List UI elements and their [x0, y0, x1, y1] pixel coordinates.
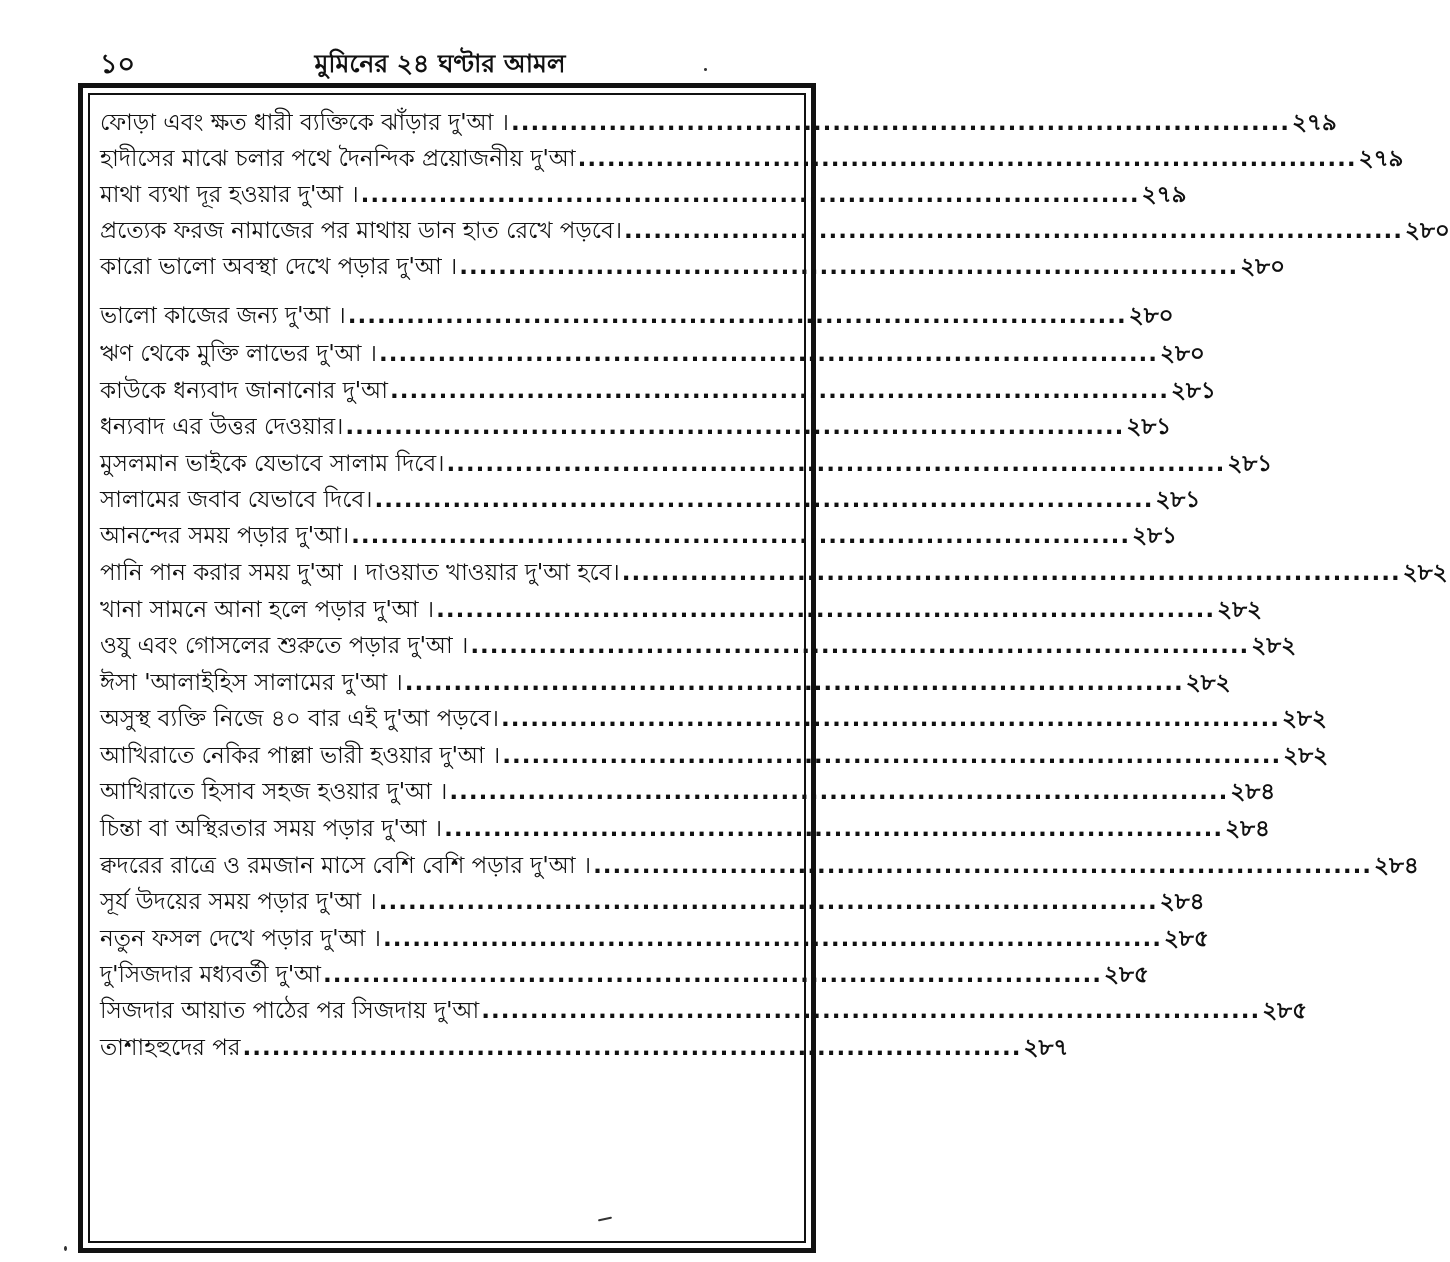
toc-entry-page: ২৮১: [1155, 487, 1201, 513]
toc-entry: [100, 552, 1448, 588]
toc-entry-title: দু'সিজদার মধ্যবর্তী দু'আ: [100, 962, 321, 988]
toc-entry-title: ঈসা 'আলাইহিস সালামের দু'আ ।: [100, 670, 403, 696]
toc-entry-page: ২৮২: [1402, 560, 1448, 586]
toc-entry-title: সিজদার আয়াত পাঠের পর সিজদায় দু'আ: [100, 998, 480, 1024]
toc-dot-leader: ................................................................................: [449, 779, 1229, 805]
toc-entry-title: ক্বদরের রাত্রে ও রমজান মাসে বেশি বেশি পড়ার দু'আ ।: [100, 853, 592, 879]
toc-entry: [100, 295, 1174, 331]
toc-entry-title: অসুস্থ ব্যক্তি নিজে ৪০ বার এই দু'আ পড়বে।: [100, 706, 500, 732]
toc-dot-leader: ................................................................................: [624, 218, 1404, 244]
toc-entry-page: ২৭৯: [1141, 182, 1187, 208]
toc-entry-page: ২৮২: [1283, 743, 1329, 769]
page-number: ১০: [100, 49, 136, 80]
toc-dot-leader: ................................................................................: [382, 926, 1162, 952]
toc-dot-leader: ................................................................................: [389, 378, 1169, 404]
toc-entry: [100, 370, 1216, 406]
toc-entry: [100, 771, 1276, 807]
toc-entry: [100, 881, 1205, 917]
toc-entry-title: খানা সামনে আনা হলে পড়ার দু'আ ।: [100, 597, 435, 623]
toc-entry-page: ২৮৪: [1374, 853, 1419, 879]
toc-entry-page: ২৮২: [1251, 633, 1297, 659]
toc-entry-title: তাশাহহুদের পর: [100, 1035, 241, 1061]
toc-dot-leader: ................................................................................: [502, 743, 1282, 769]
toc-entry-page: ২৭৯: [1358, 146, 1404, 172]
toc-entry-page: ২৮৪: [1159, 889, 1205, 915]
toc-entry: [100, 808, 1270, 844]
toc-entry-title: প্রত্যেক ফরজ নামাজের পর মাথায় ডান হাত রেখে পড়বে।: [100, 218, 623, 244]
toc-entry-page: ২৮৪: [1230, 779, 1276, 805]
toc-entry: [100, 333, 1205, 369]
toc-entry-title: আখিরাতে নেকির পাল্লা ভারী হওয়ার দু'আ ।: [100, 743, 501, 769]
toc-entry-title: হাদীসের মাঝে চলার পথে দৈনন্দিক প্রয়োজনীয় দু'আ: [100, 146, 576, 172]
toc-entry-title: পানি পান করার সময় দু'আ । দাওয়াত খাওয়ার দু'আ হবে।: [100, 560, 620, 586]
toc-dot-leader: ................................................................................: [345, 414, 1125, 440]
toc-entry-page: ২৮৪: [1225, 816, 1270, 842]
toc-entry-page: ২৮২: [1282, 706, 1327, 732]
toc-entry: [100, 845, 1419, 881]
toc-entry-title: ঋণ থেকে মুক্তি লাভের দু'আ ।: [100, 341, 378, 367]
toc-entry-page: ২৮২: [1217, 597, 1262, 623]
toc-dot-leader: ................................................................................: [501, 706, 1281, 732]
toc-entry-page: ২৮১: [1132, 523, 1177, 549]
toc-entry: [100, 735, 1329, 771]
toc-dot-leader: ................................................................................: [593, 853, 1373, 879]
toc-dot-leader: ................................................................................: [481, 998, 1261, 1024]
toc-dot-leader: ................................................................................: [404, 670, 1184, 696]
toc-entry: [100, 102, 1337, 138]
toc-entry: [100, 479, 1201, 515]
toc-dot-leader: ................................................................................: [436, 597, 1216, 623]
toc-dot-leader: ................................................................................: [459, 254, 1239, 280]
toc-dot-leader: ................................................................................: [444, 816, 1224, 842]
toc-entry-title: ভালো কাজের জন্য দু'আ ।: [100, 303, 346, 329]
toc-entry: [100, 990, 1308, 1026]
toc-entry: [100, 515, 1177, 551]
toc-entry: [100, 138, 1404, 174]
toc-entry-title: কারো ভালো অবস্থা দেখে পড়ার দু'আ ।: [100, 254, 458, 280]
toc-entry: [100, 625, 1297, 661]
toc-dot-leader: ................................................................................: [360, 182, 1140, 208]
toc-entry-title: কাউকে ধন্যবাদ জানানোর দু'আ: [100, 378, 388, 404]
toc-entry-title: মুসলমান ভাইকে যেভাবে সালাম দিবে।: [100, 451, 445, 477]
toc-dot-leader: ................................................................................: [374, 487, 1154, 513]
toc-entry-title: ধন্যবাদ এর উত্তর দেওয়ার।: [100, 414, 344, 440]
toc-entry-title: চিন্তা বা অস্থিরতার সময় পড়ার দু'আ ।: [100, 816, 443, 842]
toc-entry: [100, 1027, 1069, 1063]
toc-entry: [100, 406, 1172, 442]
toc-entry-page: ২৮৭: [1023, 1035, 1069, 1061]
toc-entry-page: ২৮৫: [1262, 998, 1308, 1024]
toc-entry-page: ২৮০: [1405, 218, 1450, 244]
toc-entry-title: আনন্দের সময় পড়ার দু'আ।: [100, 523, 350, 549]
toc-entry-page: ২৮০: [1240, 254, 1286, 280]
toc-dot-leader: ................................................................................: [577, 146, 1357, 172]
toc-entry-page: ২৮১: [1227, 451, 1273, 477]
print-speck: [64, 1246, 67, 1251]
toc-entry-title: ফোড়া এবং ক্ষত ধারী ব্যক্তিকে ঝাঁড়ার দু'আ ।: [100, 110, 509, 136]
toc-dot-leader: ................................................................................: [378, 889, 1158, 915]
toc-entry-page: ২৮৫: [1103, 962, 1149, 988]
toc-entry: [100, 589, 1262, 625]
toc-entry: [100, 210, 1450, 246]
toc-entry-page: ২৭৯: [1291, 110, 1337, 136]
toc-entry: [100, 443, 1273, 479]
toc-entry-page: ২৮০: [1160, 341, 1205, 367]
toc-entry: [100, 954, 1149, 990]
toc-entry-page: ২৮২: [1185, 670, 1231, 696]
toc-dot-leader: ................................................................................: [446, 451, 1226, 477]
toc-entry-page: ২৮১: [1126, 414, 1172, 440]
toc-dot-leader: ................................................................................: [323, 962, 1102, 988]
toc-entry-page: ২৮৫: [1163, 926, 1209, 952]
toc-dot-leader: ................................................................................: [621, 560, 1401, 586]
running-title: মুমিনের ২৪ ঘণ্টার আমল: [314, 49, 566, 78]
toc-dot-leader: ................................................................................: [351, 523, 1131, 549]
toc-entry-page: ২৮১: [1170, 378, 1216, 404]
toc-dot-leader: ................................................................................: [242, 1035, 1022, 1061]
toc-entry-title: মাথা ব্যথা দূর হওয়ার দু'আ ।: [100, 182, 359, 208]
toc-entry: [100, 662, 1231, 698]
toc-dot-leader: ................................................................................: [470, 633, 1250, 659]
toc-entry-title: সূর্য উদয়ের সময় পড়ার দু'আ ।: [100, 889, 377, 915]
toc-entry: [100, 174, 1187, 210]
toc-dot-leader: ................................................................................: [347, 303, 1127, 329]
toc-entry: [100, 918, 1209, 954]
toc-entry: [100, 698, 1327, 734]
print-speck: [704, 68, 707, 71]
toc-entry-page: ২৮০: [1128, 303, 1174, 329]
toc-entry-title: ওযু এবং গোসলের শুরুতে পড়ার দু'আ ।: [100, 633, 469, 659]
toc-dot-leader: ................................................................................: [510, 110, 1290, 136]
toc-entry-title: আখিরাতে হিসাব সহজ হওয়ার দু'আ ।: [100, 779, 448, 805]
toc-dot-leader: ................................................................................: [379, 341, 1159, 367]
toc-entry: [100, 246, 1286, 282]
toc-entry-title: সালামের জবাব যেভাবে দিবে।: [100, 487, 373, 513]
toc-entry-title: নতুন ফসল দেখে পড়ার দু'আ ।: [100, 926, 381, 952]
